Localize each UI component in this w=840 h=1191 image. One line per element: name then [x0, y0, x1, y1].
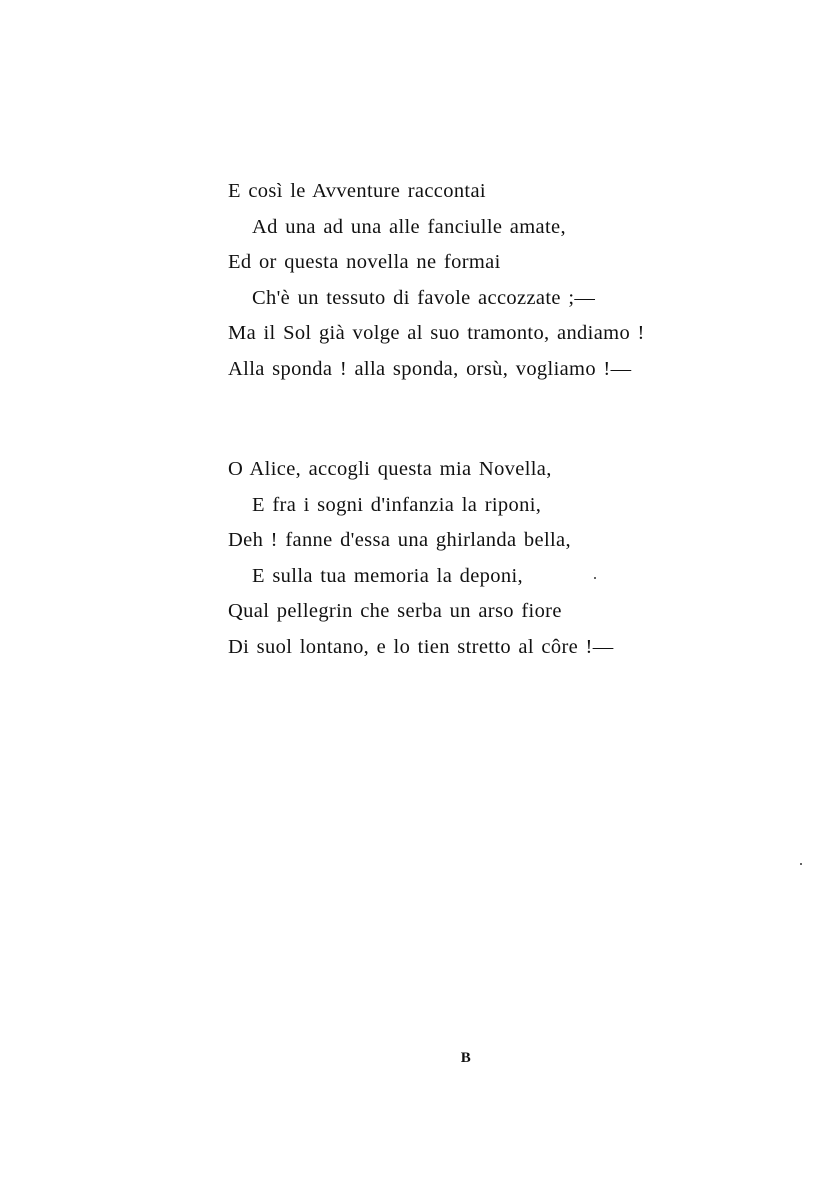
ink-speck [594, 577, 596, 579]
poem-line: E fra i sogni d'infanzia la riponi, [252, 493, 542, 516]
poem-line: Deh ! fanne d'essa una ghirlanda bella, [228, 529, 571, 551]
printer-signature-mark: B [460, 1050, 472, 1066]
poem-line: Di suol lontano, e lo tien stretto al côre !— [228, 635, 614, 658]
poem-stanza-1 [228, 174, 748, 387]
poem-line: Ad una ad una alle fanciulle amate, [252, 215, 566, 238]
poem-line: Qual pellegrin che serba un arso fiore [228, 600, 562, 622]
poem-line: Alla sponda ! alla sponda, orsù, vogliamo !— [228, 357, 632, 380]
poem-line: Ch'è un tessuto di favole accozzate ;— [252, 286, 596, 309]
poem-line: O Alice, accogli questa mia Novella, [228, 458, 552, 480]
poem-line: Ed or questa novella ne formai [228, 251, 501, 273]
poem-line: Ma il Sol già volge al suo tramonto, andiamo ! [228, 322, 645, 344]
poem-stanza-2 [228, 452, 748, 665]
poem-line: E così le Avventure raccontai [228, 180, 486, 202]
ink-speck [800, 863, 802, 865]
poem-line: E sulla tua memoria la deponi, [252, 564, 523, 587]
